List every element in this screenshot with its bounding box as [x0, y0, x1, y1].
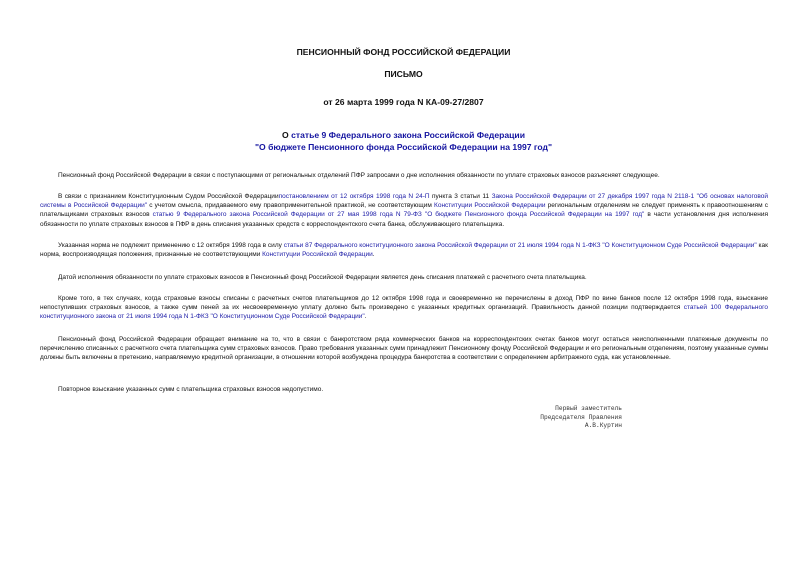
paragraph-text: В связи с признанием Конституционным Судом Российской Федерации: [58, 193, 279, 200]
paragraph-text: с учетом смысла, придаваемого ему правоприменительной практикой, не соответствующим: [147, 202, 435, 210]
paragraph-text: Повторное взыскание указанных сумм с плательщика страховых взносов недопустимо.: [58, 386, 324, 393]
paragraph-not-applicable: [40, 241, 768, 259]
signature-block: [536, 405, 622, 431]
link-article9-law-79fz[interactable]: статью 9 Федерального закона Российской Федерации от 27 мая 1998 года N 79-ФЗ "О бюджете Пенсионного фонда Российской Федерации на 1997 год": [152, 211, 645, 219]
paragraph-bankruptcy: [40, 335, 768, 363]
link-resolution-24p[interactable]: постановлением от 12 октября 1998 года N 24-П: [278, 193, 430, 200]
paragraph-text: Пенсионный фонд Российской Федерации обращает внимание на то, что в связи с банкротством ряда коммерческих банков на корреспондентских счетах банков могут остаться неисполненными платежные документы по перечислению списанных с расчетного счета плательщика сумм страховых взносов. Право требования указанных сумм принадлежит Пенсионному фонду Российской Федерации и его региональным отделениям, поэтому указанные суммы должны быть включены в претензию, направляемую кредитной организации, в отношении которой возбуждена процедура банкротства в соответствии с определением арбитражного суда, как установленные.: [40, 336, 768, 362]
paragraph-text: .: [364, 313, 367, 321]
link-article87-fkz[interactable]: статьи 87 Федерального конституционного закона Российской Федерации от 21 июля 1994 года N 1-ФКЗ "О Конституционном Суде Российской Федерации": [283, 242, 757, 249]
paragraph-text: .: [372, 251, 375, 259]
paragraph-bank-liability: [40, 294, 768, 322]
signature-position: Первый заместитель: [555, 405, 622, 412]
title-link-budget-law[interactable]: "О бюджете Пенсионного фонда Российской Федерации на 1997 год": [254, 141, 553, 152]
paragraph-text: в части установления дня исполнения обязанности по уплате страховых взносов в ПФР в день списания указанных средств с корреспондентского счета банка, обслуживающего плательщика.: [40, 211, 768, 228]
link-law-2118-1[interactable]: Закона Российской Федерации от 27 декабря 1997 года N 2118-1 "Об основах налоговой системы в Российской Федерации": [40, 193, 768, 210]
signature-position-2: Председателя Правления: [540, 413, 622, 421]
paragraph-no-repeat: [40, 385, 768, 394]
paragraph-text: как норма, воспроизводящая положения, признанные не соответствующими: [40, 242, 768, 259]
document-date-number: от 26 марта 1999 года N КА-09-27/2807: [323, 97, 484, 107]
paragraph-text: региональным отделениям не следует применять к правоотношениям с плательщиками страховых взносов: [40, 202, 768, 219]
organization-name: ПЕНСИОННЫЙ ФОНД РОССИЙСКОЙ ФЕДЕРАЦИИ: [296, 47, 511, 57]
paragraph-text: Указанная норма не подлежит применению с 12 октября 1998 года в силу: [58, 242, 284, 249]
paragraph-intro: [40, 171, 768, 180]
title-link-article9[interactable]: статье 9 Федерального закона Российской Федерации: [291, 130, 525, 140]
link-article100-fkz[interactable]: статьей 100 Федерального конституционного закона от 21 июля 1994 года N 1-ФКЗ "О Конституционном Суде Российской Федерации": [40, 304, 768, 321]
title-prefix: О: [282, 130, 292, 140]
paragraph-text: Кроме того, в тех случаях, когда страховые взносы списаны с расчетных счетов плательщиков до 12 октября 1998 года и своевременно не перечислены в доход ПФР по вине банков после 12 октября 1998 года, взыскание непоступивших страховых взносов, а также сумм пеней за их несвоевременную уплату должно быть произведено с указанных кредитных организаций. Правильность данной позиции подтверждается: [40, 295, 768, 312]
link-constitution[interactable]: Конституции Российской Федерации: [262, 251, 373, 259]
link-constitution[interactable]: Конституции Российской Федерации: [434, 202, 546, 210]
paragraph-recognition: [40, 192, 768, 229]
paragraph-text: Пенсионный фонд Российской Федерации в связи с поступающими от региональных отделений ПФР запросами о дне исполнения обязанности по уплате страховых взносов разъясняет следующее.: [58, 172, 660, 179]
paragraph-text: пункта 3 статьи 11: [429, 193, 492, 200]
document-title: [0, 130, 807, 153]
signature-name: А.В.Куртин: [584, 422, 622, 430]
paragraph-payment-date: [40, 273, 768, 282]
document-type: ПИСЬМО: [384, 69, 423, 79]
paragraph-text: Датой исполнения обязанности по уплате страховых взносов в Пенсионный фонд Российской Федерации является день списания платежей с расчетного счета плательщика.: [58, 274, 587, 281]
